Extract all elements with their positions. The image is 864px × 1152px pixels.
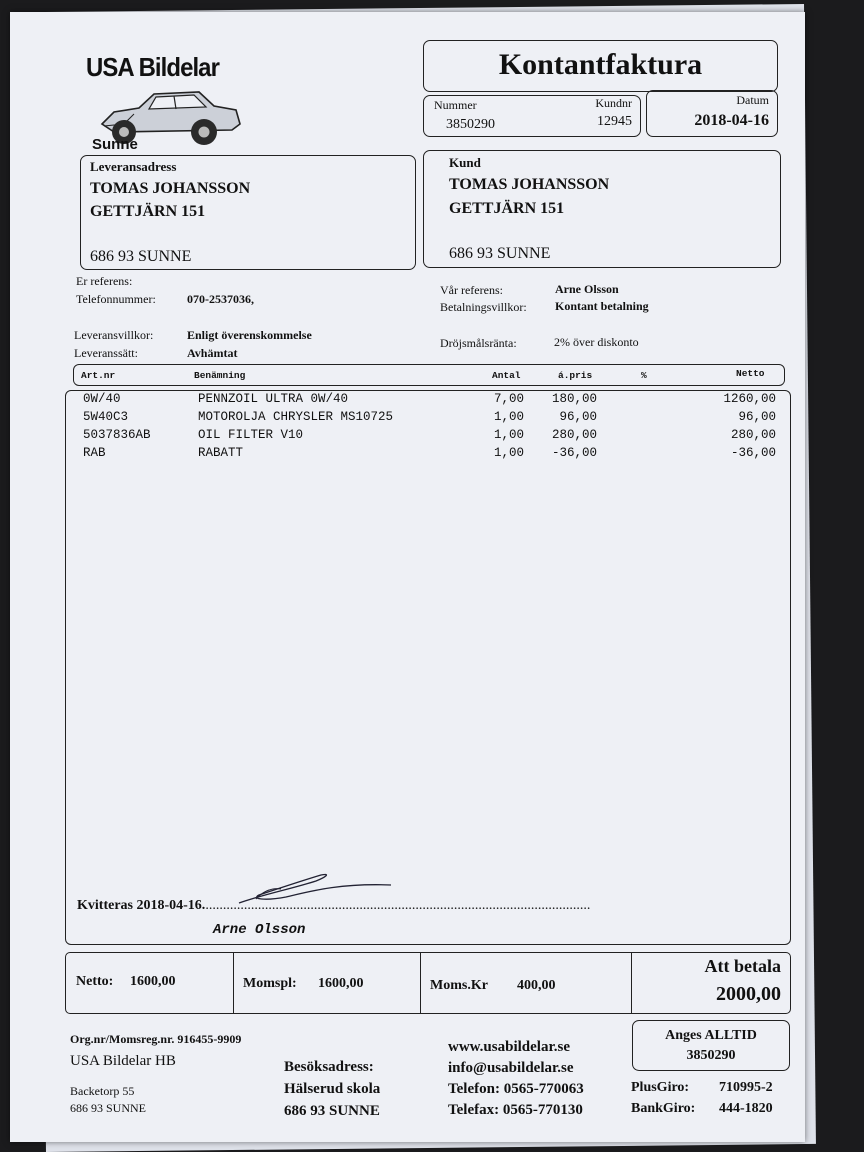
receipt-text: Kvitteras 2018-04-16. xyxy=(77,898,206,913)
col-art: Art.nr xyxy=(81,370,116,381)
customer-box xyxy=(423,150,781,268)
company-street: Backetorp 55 xyxy=(70,1084,135,1098)
invoice-number-box xyxy=(423,95,641,137)
org-number: Org.nr/Momsreg.nr. 916455-9909 xyxy=(70,1032,242,1046)
col-price: á.pris xyxy=(558,370,593,381)
row-art: 5037836AB xyxy=(83,428,151,442)
customer-street: GETTJÄRN 151 xyxy=(449,200,565,217)
delivery-name: TOMAS JOHANSSON xyxy=(90,180,251,197)
netto-label: Netto: xyxy=(76,974,114,989)
table-header xyxy=(73,364,785,386)
row-art: 0W/40 xyxy=(83,392,121,406)
invoice-title: Kontantfaktura xyxy=(498,48,703,81)
row-name: RABATT xyxy=(198,446,244,460)
row-net: 280,00 xyxy=(730,428,776,442)
visit-line2: 686 93 SUNNE xyxy=(284,1103,380,1119)
customer-label: Kund xyxy=(449,155,481,170)
delivery-terms-label: Leveransvillkor: xyxy=(74,328,154,342)
our-ref-label: Vår referens: xyxy=(440,283,503,297)
delivery-street: GETTJÄRN 151 xyxy=(90,203,206,220)
delivery-terms-value: Enligt överenskommelse xyxy=(187,328,312,342)
customer-no: 12945 xyxy=(597,114,632,129)
moms-label: Moms.Kr xyxy=(430,978,488,993)
invoice-number: 3850290 xyxy=(446,117,495,132)
netto-value: 1600,00 xyxy=(130,974,176,989)
signer-name: Arne Olsson xyxy=(213,922,306,938)
interest-label: Dröjsmålsränta: xyxy=(440,336,517,350)
moms-value: 400,00 xyxy=(517,978,556,993)
visit-line1: Hälserud skola xyxy=(284,1081,381,1097)
row-price: -36,00 xyxy=(551,446,597,460)
totals-bar xyxy=(65,952,791,1014)
row-qty: 1,00 xyxy=(493,410,524,424)
company-phone: Telefon: 0565-770063 xyxy=(448,1081,584,1097)
interest-value: 2% över diskonto xyxy=(554,335,639,349)
visit-label: Besöksadress: xyxy=(284,1059,374,1075)
moms-cell xyxy=(421,953,632,1013)
invoice-sheet xyxy=(10,12,805,1142)
row-qty: 7,00 xyxy=(493,392,524,406)
table-row xyxy=(66,392,790,409)
table-row xyxy=(66,410,790,427)
col-pct: % xyxy=(641,370,647,381)
phone-value: 070-2537036, xyxy=(187,292,254,306)
row-qty: 1,00 xyxy=(493,428,524,442)
delivery-method-value: Avhämtat xyxy=(187,346,238,360)
company-postal: 686 93 SUNNE xyxy=(70,1101,147,1115)
company-logo xyxy=(84,52,254,157)
row-name: PENNZOIL ULTRA 0W/40 xyxy=(198,392,349,406)
delivery-postal: 686 93 SUNNE xyxy=(90,248,192,265)
company-web: www.usabildelar.se xyxy=(448,1039,570,1055)
signature-icon xyxy=(231,869,401,909)
col-name: Benämning xyxy=(194,370,246,381)
plusgiro-value: 710995-2 xyxy=(719,1080,773,1095)
invoice-title-box xyxy=(423,40,778,92)
bankgiro-value: 444-1820 xyxy=(719,1101,773,1116)
pay-label: Att betala xyxy=(704,956,781,976)
pay-cell xyxy=(632,953,789,1013)
row-net: 96,00 xyxy=(738,410,776,424)
invoice-date-box xyxy=(646,90,778,137)
reference-number: 3850290 xyxy=(686,1048,736,1063)
logo-town: Sunne xyxy=(92,136,138,153)
delivery-address-box xyxy=(80,155,416,270)
netto-cell xyxy=(66,953,234,1013)
invoice-date: 2018-04-16 xyxy=(694,112,769,129)
our-ref-value: Arne Olsson xyxy=(555,282,619,296)
row-net: -36,00 xyxy=(730,446,776,460)
row-name: MOTOROLJA CHRYSLER MS10725 xyxy=(198,410,394,424)
customer-postal: 686 93 SUNNE xyxy=(449,245,551,262)
row-qty: 1,00 xyxy=(493,446,524,460)
company-name: USA Bildelar HB xyxy=(70,1053,176,1069)
momspl-value: 1600,00 xyxy=(318,976,364,991)
date-label: Datum xyxy=(736,93,769,107)
company-fax: Telefax: 0565-770130 xyxy=(448,1102,583,1118)
col-net: Netto xyxy=(736,368,765,379)
reference-box xyxy=(632,1020,790,1071)
col-qty: Antal xyxy=(492,370,521,381)
customer-name: TOMAS JOHANSSON xyxy=(449,176,610,193)
payment-terms-label: Betalningsvillkor: xyxy=(440,300,527,314)
reference-label: Anges ALLTID xyxy=(665,1028,757,1043)
momspl-label: Momspl: xyxy=(243,976,297,991)
table-row xyxy=(66,428,790,445)
row-art: 5W40C3 xyxy=(83,410,129,424)
logo-name: USA Bildelar xyxy=(86,52,219,82)
row-net: 1260,00 xyxy=(723,392,776,406)
bankgiro-label: BankGiro: xyxy=(631,1101,696,1116)
company-email: info@usabildelar.se xyxy=(448,1060,574,1076)
number-label: Nummer xyxy=(434,98,477,112)
pay-value: 2000,00 xyxy=(716,983,781,1005)
row-price: 96,00 xyxy=(559,410,597,424)
row-art: RAB xyxy=(83,446,106,460)
receipt-dots: .............................................................................................................. xyxy=(205,898,591,913)
plusgiro-label: PlusGiro: xyxy=(631,1080,690,1095)
payment-terms-value: Kontant betalning xyxy=(555,299,649,313)
your-ref-label: Er referens: xyxy=(76,274,133,288)
delivery-label: Leveransadress xyxy=(90,159,177,174)
items-table xyxy=(65,390,791,945)
customer-no-label: Kundnr xyxy=(595,96,632,110)
delivery-method-label: Leveranssätt: xyxy=(74,346,138,360)
table-row xyxy=(66,446,790,463)
row-price: 280,00 xyxy=(551,428,597,442)
row-name: OIL FILTER V10 xyxy=(198,428,304,442)
row-price: 180,00 xyxy=(551,392,597,406)
momspl-cell xyxy=(234,953,421,1013)
phone-label: Telefonnummer: xyxy=(76,292,156,306)
